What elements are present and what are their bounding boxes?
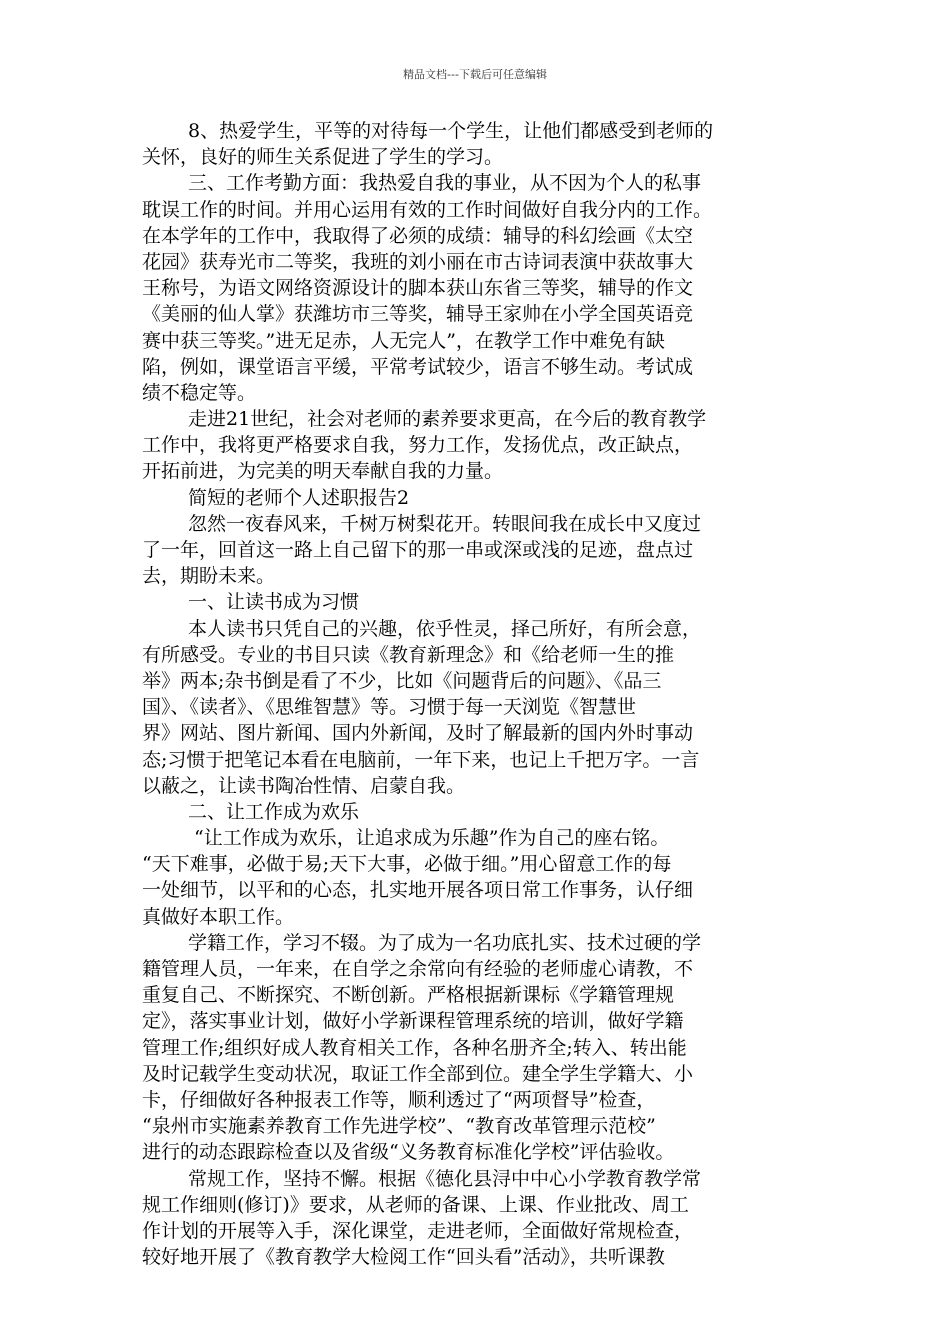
text-line: 真做好本职工作。 bbox=[142, 905, 295, 928]
text-line: 规工作细则(修订)》要求，从老师的备课、上课、作业批改、周工 bbox=[142, 1193, 689, 1216]
text-line: 界》网站、图片新闻、国内外新闻，及时了解最新的国内外时事动 bbox=[142, 722, 694, 745]
text-line: 一处细节，以平和的心态，扎实地开展各项日常工作事务，认仔细 bbox=[142, 879, 694, 902]
section-heading: 二、让工作成为欢乐 bbox=[188, 800, 360, 823]
text-line: 开拓前进，为完美的明天奉献自我的力量。 bbox=[142, 460, 504, 483]
text-line: 绩不稳定等。 bbox=[142, 381, 257, 404]
text-line: 重复自己、不断探究、不断创新。严格根据新课标《学籍管理规 bbox=[142, 984, 675, 1007]
text-line: 作计划的开展等入手，深化课堂，走进老师，全面做好常规检查， bbox=[142, 1219, 694, 1242]
text-line: 举》两本;杂书倒是看了不少，比如《问题背后的问题》、《品三 bbox=[142, 669, 662, 692]
text-line: 耽误工作的时间。并用心运用有效的工作时间做好自我分内的工作。 bbox=[142, 198, 713, 221]
text-line: 较好地开展了《教育教学大检阅工作“回头看”活动》，共听课教 bbox=[142, 1246, 665, 1269]
text-line: “泉州市实施素养教育工作先进学校”、“教育改革管理示范校” bbox=[142, 1115, 656, 1138]
text-line: 以蔽之，让读书陶冶性情、启蒙自我。 bbox=[142, 774, 466, 797]
text-line: 工作中，我将更严格要求自我，努力工作，发扬优点，改正缺点， bbox=[142, 434, 694, 457]
text-line: 赛中获三等奖。”进无足赤，人无完人”，在教学工作中难免有缺 bbox=[142, 329, 665, 352]
text-line: 常规工作，坚持不懈。根据《德化县浔中中心小学教育教学常 bbox=[188, 1167, 702, 1190]
text-line: 忽然一夜春风来，千树万树梨花开。转眼间我在成长中又度过 bbox=[188, 512, 702, 535]
text-line: 学籍工作，学习不辍。为了成为一名功底扎实、技术过硬的学 bbox=[188, 931, 702, 954]
text-line: 关怀，良好的师生关系促进了学生的学习。 bbox=[142, 146, 504, 169]
text-line: 定》，落实事业计划，做好小学新课程管理系统的培训，做好学籍 bbox=[142, 1010, 684, 1033]
text-line: 在本学年的工作中，我取得了必须的成绩：辅导的科幻绘画《太空 bbox=[142, 224, 694, 247]
text-line: 陷，例如，课堂语言平缓，平常考试较少，语言不够生动。考试成 bbox=[142, 355, 694, 378]
text-line: 国》、《读者》、《思维智慧》等。习惯于每一天浏览《智慧世 bbox=[142, 696, 637, 719]
text-line: 态;习惯于把笔记本看在电脑前，一年下来，也记上千把万字。一言 bbox=[142, 748, 700, 771]
text-line: 有所感受。专业的书目只读《教育新理念》和《给老师一生的推 bbox=[142, 643, 675, 666]
document-body bbox=[142, 118, 822, 1270]
text-line: 三、工作考勤方面：我热爱自我的事业，从不因为个人的私事 bbox=[188, 172, 702, 195]
text-line: 卡，仔细做好各种报表工作等，顺利透过了“两项督导”检查， bbox=[142, 1088, 656, 1111]
page-header: 精品文档---下载后可任意编辑 bbox=[403, 68, 547, 81]
text-line: 花园》获寿光市二等奖，我班的刘小丽在市古诗词表演中获故事大 bbox=[142, 250, 694, 273]
text-line: 《美丽的仙人掌》获潍坊市三等奖，辅导王家帅在小学全国英语竞 bbox=[142, 303, 694, 326]
text-line: 去，期盼未来。 bbox=[142, 565, 276, 588]
text-line: 管理工作;组织好成人教育相关工作，各种名册齐全;转入、转出能 bbox=[142, 1036, 687, 1059]
text-line: 8、热爱学生，平等的对待每一个学生，让他们都感受到老师的 bbox=[188, 120, 714, 142]
text-line: 走进21世纪，社会对老师的素养要求更高，在今后的教育教学 bbox=[188, 408, 707, 431]
text-line: “天下难事，必做于易;天下大事，必做于细。”用心留意工作的每 bbox=[142, 853, 672, 876]
section-title: 简短的老师个人述职报告2 bbox=[188, 486, 410, 509]
text-line: 了一年，回首这一路上自己留下的那一串或深或浅的足迹，盘点过 bbox=[142, 539, 694, 561]
text-line: “让工作成为欢乐，让追求成为乐趣”作为自己的座右铭。 bbox=[194, 827, 670, 850]
text-line: 籍管理人员，一年来，在自学之余常向有经验的老师虚心请教，不 bbox=[142, 958, 694, 980]
text-line: 进行的动态跟踪检查以及省级“义务教育标准化学校”评估验收。 bbox=[142, 1141, 675, 1164]
text-line: 王称号，为语文网络资源设计的脚本获山东省三等奖，辅导的作文 bbox=[142, 277, 694, 300]
section-heading: 一、让读书成为习惯 bbox=[188, 591, 360, 614]
text-line: 本人读书只凭自己的兴趣，依乎性灵，择己所好，有所会意， bbox=[188, 617, 702, 640]
text-line: 及时记载学生变动状况，取证工作全部到位。建全学生学籍大、小 bbox=[142, 1062, 694, 1085]
